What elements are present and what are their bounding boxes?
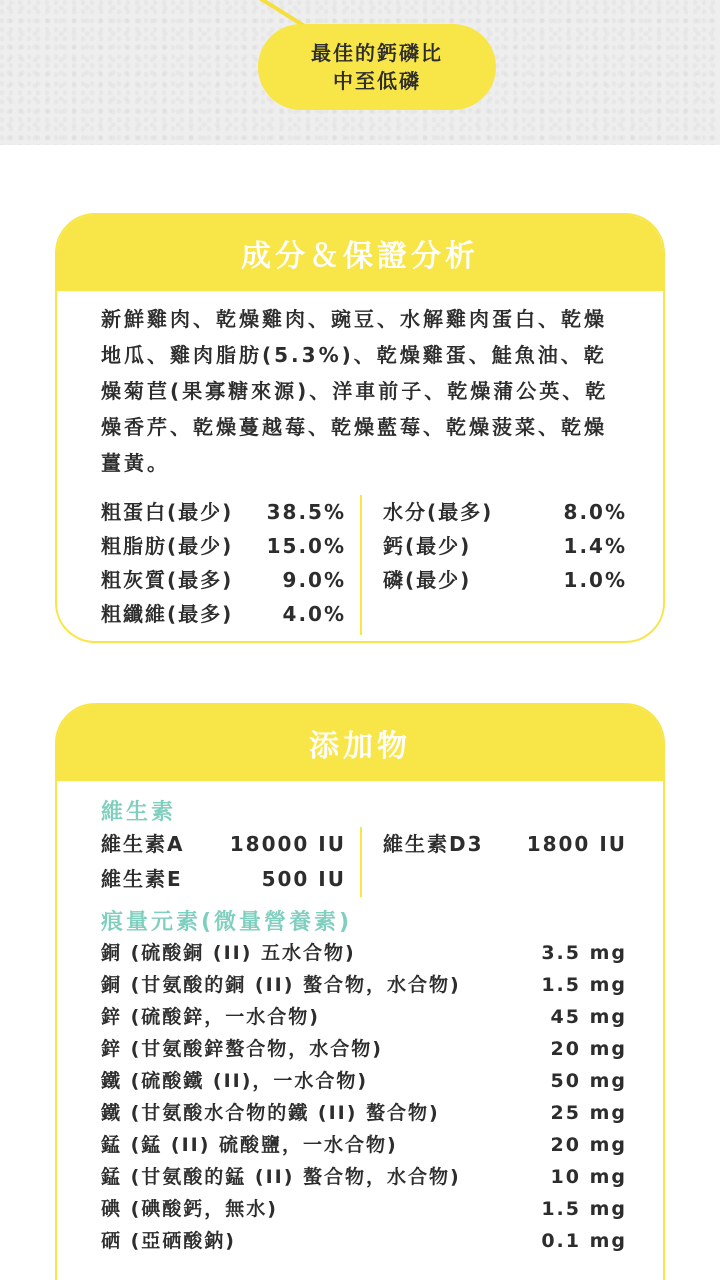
mineral-row bbox=[101, 1193, 627, 1225]
mineral-label: 鐵 (甘氨酸水合物的鐵 (II) 螯合物) bbox=[101, 1102, 440, 1124]
vitamins-column-left bbox=[101, 827, 346, 897]
vitamin-label: 維生素E bbox=[101, 867, 183, 891]
analysis-value: 38.5% bbox=[266, 500, 346, 524]
analysis-row bbox=[383, 495, 627, 529]
mineral-label: 鐵 (硫酸鐵 (II)，一水合物) bbox=[101, 1070, 369, 1092]
mineral-value: 0.1 mg bbox=[541, 1230, 627, 1252]
mineral-value: 1.5 mg bbox=[541, 1198, 627, 1220]
vitamin-value: 1800 IU bbox=[526, 832, 627, 856]
analysis-row bbox=[101, 529, 346, 563]
additives-card bbox=[55, 703, 665, 1280]
mineral-label: 錳 (甘氨酸的錳 (II) 螯合物，水合物) bbox=[101, 1166, 461, 1188]
analysis-divider bbox=[360, 495, 362, 635]
ingredients-list: 新鮮雞肉、乾燥雞肉、豌豆、水解雞肉蛋白、乾燥地瓜、雞肉脂肪(5.3%)、乾燥雞蛋、鮭魚油、乾燥菊苣(果寡糖來源)、洋車前子、乾燥蒲公英、乾燥香芹、乾燥蔓越莓、乾燥藍莓、乾燥菠菜、乾燥薑黃。 bbox=[101, 307, 609, 475]
vitamins-divider bbox=[360, 827, 362, 897]
vitamin-row bbox=[101, 862, 346, 897]
vitamin-value: 500 IU bbox=[261, 867, 346, 891]
mineral-value: 3.5 mg bbox=[541, 942, 627, 964]
analysis-value: 9.0% bbox=[282, 568, 346, 592]
mineral-row bbox=[101, 1225, 627, 1257]
mineral-row bbox=[101, 1065, 627, 1097]
ingredients-card-title: 成分＆保證分析 bbox=[57, 215, 663, 291]
mineral-value: 20 mg bbox=[550, 1134, 627, 1156]
mineral-value: 1.5 mg bbox=[541, 974, 627, 996]
callout-line-2: 中至低磷 bbox=[333, 69, 421, 93]
mineral-row bbox=[101, 969, 627, 1001]
analysis-value: 4.0% bbox=[282, 602, 346, 626]
analysis-column-left bbox=[101, 495, 346, 631]
analysis-label: 水分(最多) bbox=[383, 500, 494, 524]
mineral-value: 20 mg bbox=[550, 1038, 627, 1060]
analysis-value: 1.0% bbox=[563, 568, 627, 592]
analysis-row bbox=[101, 563, 346, 597]
analysis-value: 8.0% bbox=[563, 500, 627, 524]
mineral-row bbox=[101, 1161, 627, 1193]
vitamins-table bbox=[101, 827, 627, 897]
mineral-value: 25 mg bbox=[550, 1102, 627, 1124]
ingredients-analysis-card bbox=[55, 213, 665, 643]
analysis-column-right bbox=[383, 495, 627, 597]
analysis-label: 磷(最少) bbox=[383, 568, 472, 592]
analysis-value: 15.0% bbox=[266, 534, 346, 558]
vitamins-column-right bbox=[383, 827, 627, 862]
additives-card-title: 添加物 bbox=[57, 705, 663, 781]
vitamins-heading: 維生素 bbox=[101, 800, 177, 825]
analysis-label: 粗脂肪(最少) bbox=[101, 534, 234, 558]
mineral-row bbox=[101, 1097, 627, 1129]
mineral-label: 鋅 (硫酸鋅，一水合物) bbox=[101, 1006, 320, 1028]
mineral-label: 銅 (硫酸銅 (II) 五水合物) bbox=[101, 942, 356, 964]
mineral-label: 錳 (錳 (II) 硫酸鹽，一水合物) bbox=[101, 1134, 398, 1156]
mineral-label: 碘 (碘酸鈣，無水) bbox=[101, 1198, 278, 1220]
mineral-value: 50 mg bbox=[550, 1070, 627, 1092]
trace-minerals-list bbox=[101, 937, 627, 1257]
guaranteed-analysis-table bbox=[101, 495, 627, 635]
vitamin-value: 18000 IU bbox=[229, 832, 346, 856]
analysis-row bbox=[383, 563, 627, 597]
mineral-value: 45 mg bbox=[550, 1006, 627, 1028]
mineral-label: 硒 (亞硒酸鈉) bbox=[101, 1230, 236, 1252]
analysis-row bbox=[101, 495, 346, 529]
analysis-label: 粗蛋白(最少) bbox=[101, 500, 234, 524]
analysis-row bbox=[383, 529, 627, 563]
analysis-value: 1.4% bbox=[563, 534, 627, 558]
analysis-label: 粗灰質(最多) bbox=[101, 568, 234, 592]
analysis-row bbox=[101, 597, 346, 631]
vitamin-row bbox=[383, 827, 627, 862]
mineral-label: 銅 (甘氨酸的銅 (II) 螯合物，水合物) bbox=[101, 974, 461, 996]
mineral-row bbox=[101, 1033, 627, 1065]
trace-minerals-heading: 痕量元素(微量營養素) bbox=[101, 910, 353, 935]
vitamin-label: 維生素A bbox=[101, 832, 185, 856]
mineral-label: 鋅 (甘氨酸鋅螯合物，水合物) bbox=[101, 1038, 383, 1060]
vitamin-label: 維生素D3 bbox=[383, 832, 484, 856]
callout-line-1: 最佳的鈣磷比 bbox=[311, 41, 443, 65]
mineral-row bbox=[101, 1129, 627, 1161]
mineral-row bbox=[101, 1001, 627, 1033]
mineral-value: 10 mg bbox=[550, 1166, 627, 1188]
mineral-row bbox=[101, 937, 627, 969]
analysis-label: 粗纖維(最多) bbox=[101, 602, 234, 626]
calcium-phosphorus-callout bbox=[258, 24, 496, 110]
analysis-label: 鈣(最少) bbox=[383, 534, 472, 558]
vitamin-row bbox=[101, 827, 346, 862]
